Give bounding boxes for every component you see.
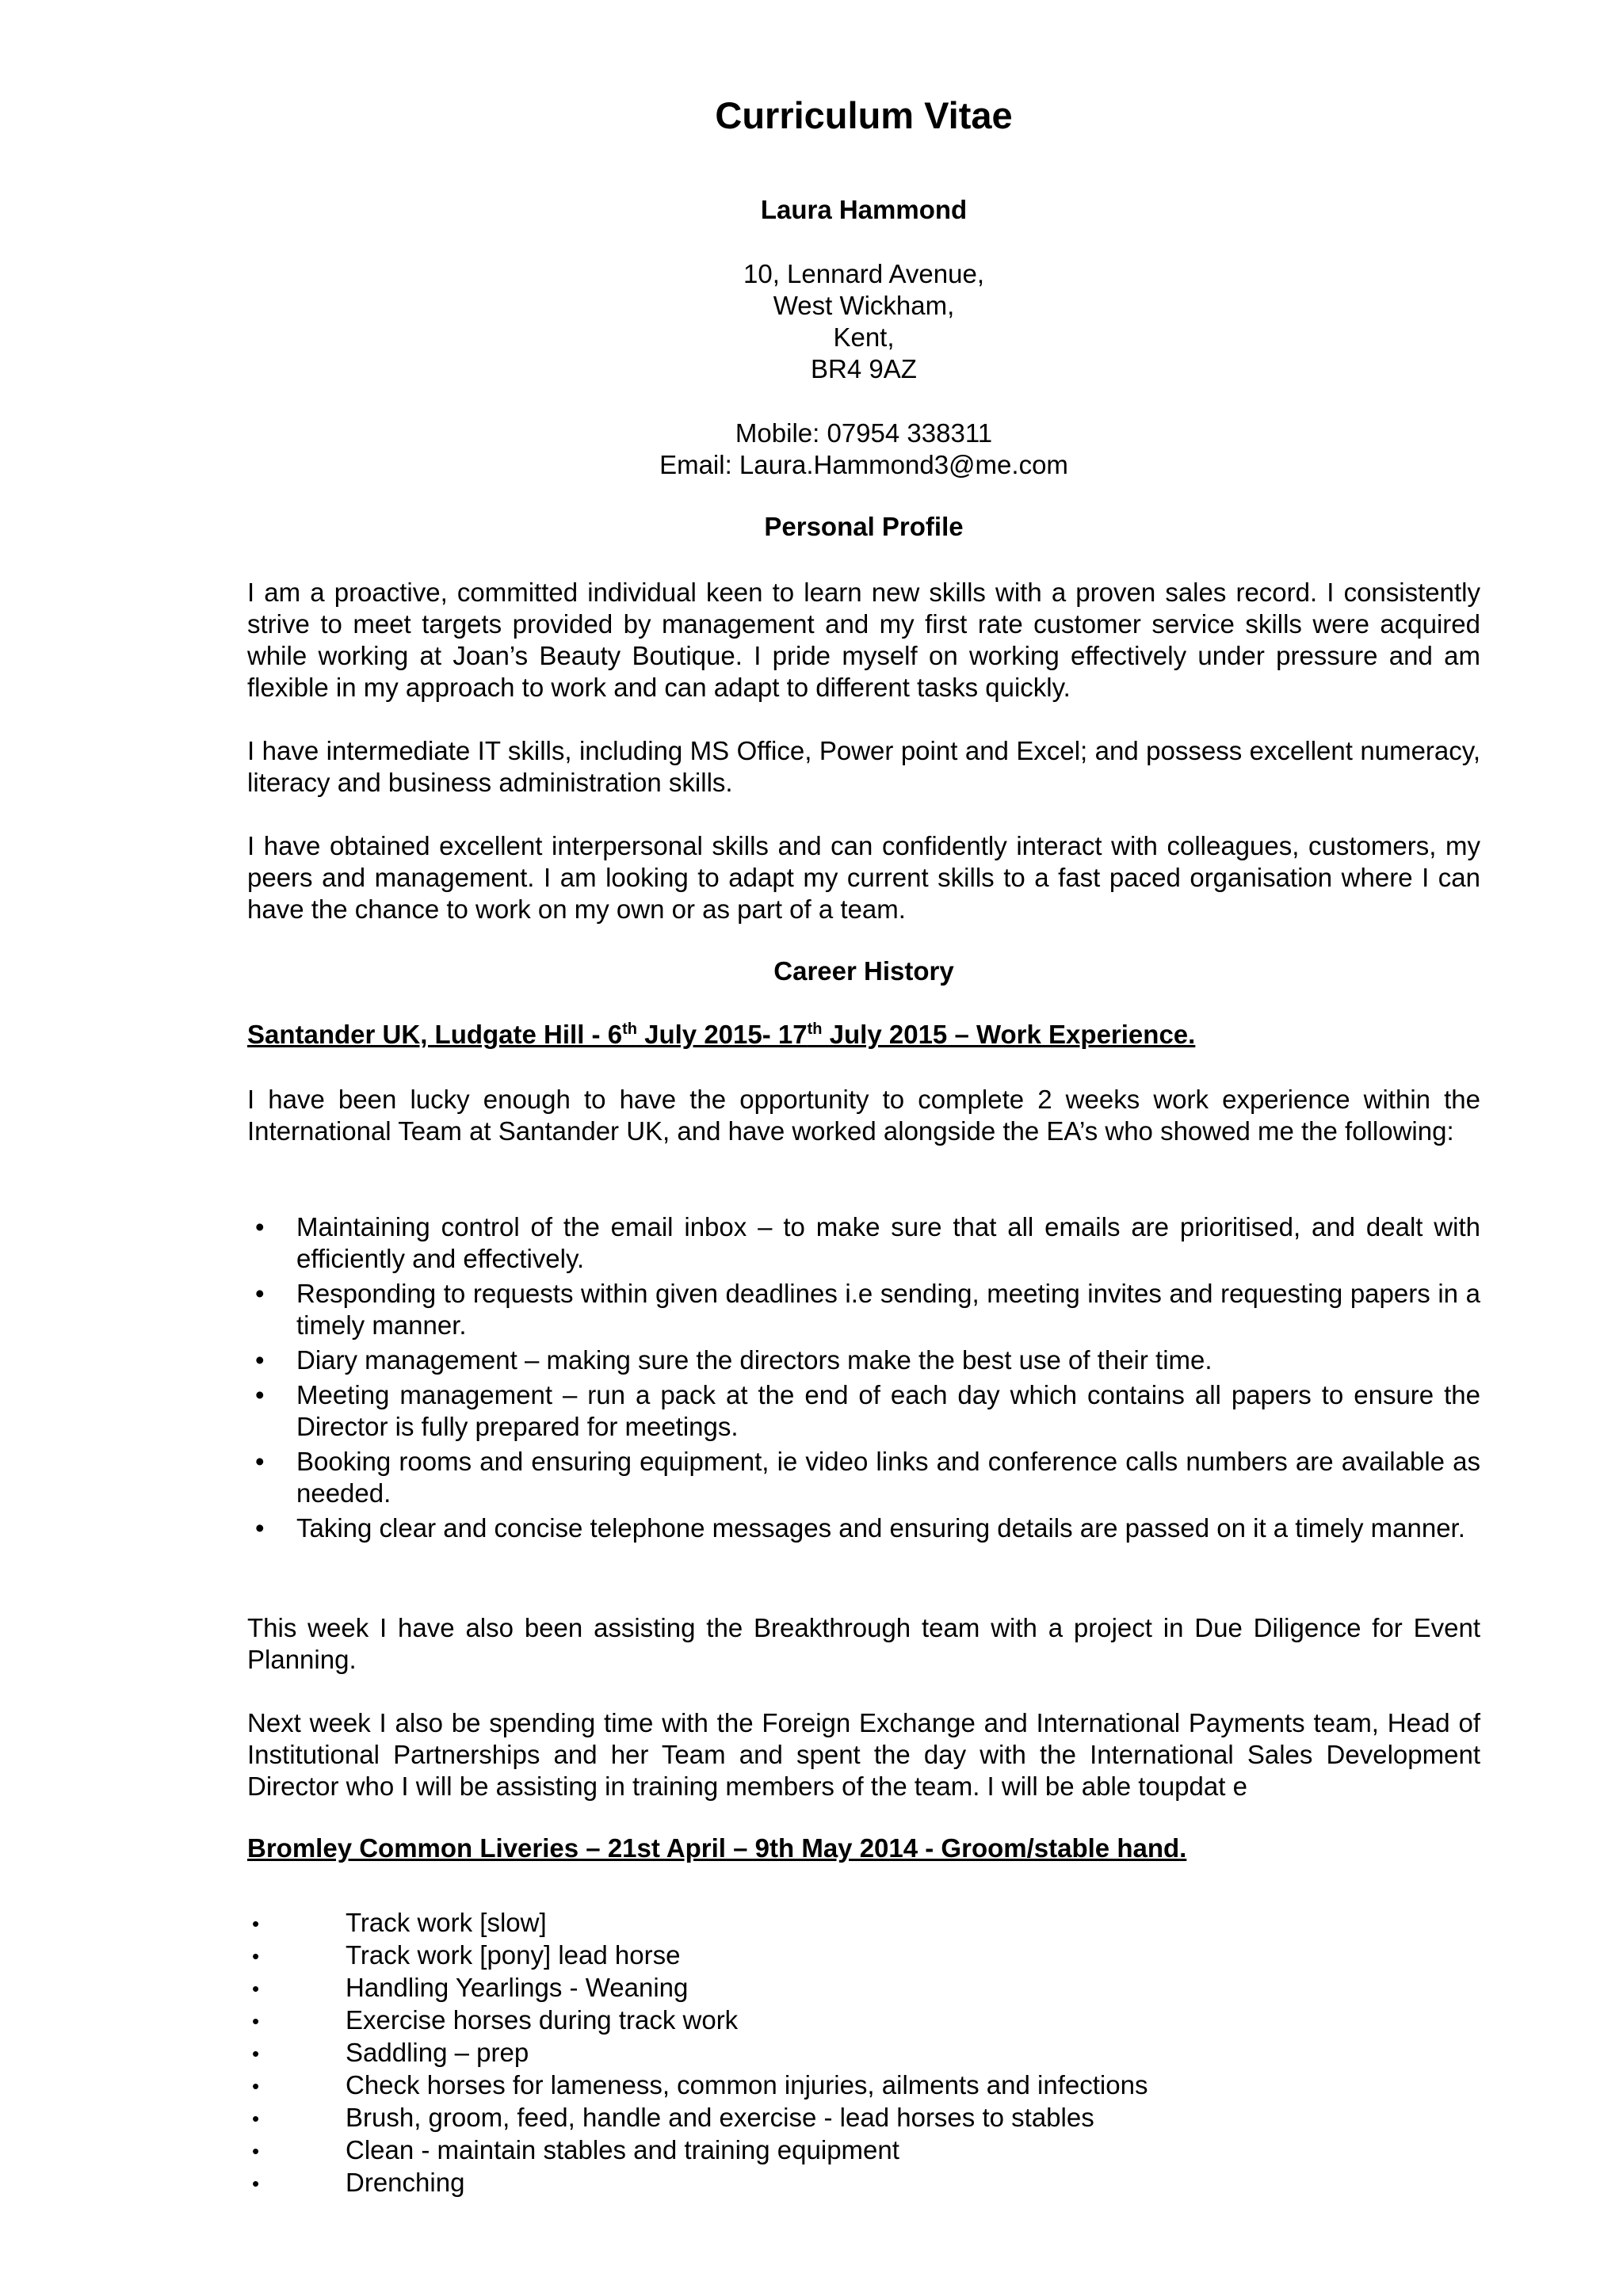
list-item: • Drenching: [252, 2168, 465, 2197]
profile-paragraph: I have intermediate IT skills, including MS Office, Power point and Excel; and possess excellent numeracy, literacy and business administration skills.: [247, 736, 1480, 797]
address-line: Kent,: [833, 322, 895, 352]
personal-profile-heading: Personal Profile: [764, 512, 964, 541]
profile-paragraph: I have obtained excellent interpersonal skills and can confidently interact with colleagues, customers, my peers and management. I am looking to adapt my current skills to a fast paced organisation where I can have the chance to work on my own or as part of a team.: [247, 831, 1480, 924]
job-paragraph: This week I have also been assisting the Breakthrough team with a project in Due Diligence for Event Planning.: [247, 1613, 1480, 1674]
list-item: • Maintaining control of the email inbox – to make sure that all emails are prioritised, and dealt with efficiently and effectively.: [255, 1212, 1480, 1273]
list-item: • Booking rooms and ensuring equipment, ie video links and conference calls numbers are available as needed.: [255, 1447, 1480, 1508]
list-item: • Brush, groom, feed, handle and exercise - lead horses to stables: [252, 2103, 1094, 2132]
email-address: Email: Laura.Hammond3@me.com: [659, 450, 1068, 479]
list-item: • Meeting management – run a pack at the end of each day which contains all papers to ensure the Director is fully prepared for meetings.: [255, 1380, 1480, 1441]
career-history-heading: Career History: [773, 956, 954, 986]
job-intro-paragraph: I have been lucky enough to have the opportunity to complete 2 weeks work experience within the International Team at Santander UK, and have worked alongside the EA’s who showed me the following:: [247, 1085, 1480, 1146]
contact-block: [0, 418, 1623, 481]
address-block: [0, 258, 1623, 385]
list-item: • Track work [pony] lead horse: [252, 1940, 681, 1970]
job-paragraph: Next week I also be spending time with the Foreign Exchange and International Payments team, Head of Institutional Partnerships and her Team and spent the day with the International Sales Development Director who I will be assisting in training members of the team. I will be able toupdat e: [247, 1708, 1480, 1801]
list-item: • Diary management – making sure the directors make the best use of their time.: [255, 1345, 1212, 1375]
address-line: 10, Lennard Avenue,: [743, 259, 984, 288]
address-line: West Wickham,: [773, 291, 955, 320]
profile-paragraph: I am a proactive, committed individual keen to learn new skills with a proven sales record. I consistently strive to meet targets provided by management and my first rate customer service skills were acquired while working at Joan’s Beauty Boutique. I pride myself on working effectively under pressure and am flexible in my approach to work and can adapt to different tasks quickly.: [247, 578, 1480, 702]
santander-duties-list: [247, 1211, 1480, 1547]
mobile-number: Mobile: 07954 338311: [735, 418, 993, 448]
list-item: • Responding to requests within given deadlines i.e sending, meeting invites and requesting papers in a timely manner.: [255, 1279, 1480, 1340]
candidate-name: Laura Hammond: [760, 195, 968, 224]
list-item: • Track work [slow]: [252, 1908, 547, 1937]
list-item: • Clean - maintain stables and training equipment: [252, 2135, 899, 2164]
job-title-bromley: Bromley Common Liveries – 21st April – 9th May 2014 - Groom/stable hand.: [247, 1833, 1187, 1863]
list-item: • Handling Yearlings - Weaning: [252, 1973, 689, 2002]
address-line: BR4 9AZ: [811, 354, 917, 383]
document-title: Curriculum Vitae: [715, 94, 1013, 136]
list-item: • Saddling – prep: [252, 2038, 529, 2067]
bromley-duties-list: [247, 1906, 1480, 2199]
list-item: • Taking clear and concise telephone messages and ensuring details are passed on it a timely manner.: [255, 1513, 1465, 1543]
list-item: • Check horses for lameness, common injuries, ailments and infections: [252, 2070, 1148, 2100]
job-title-santander: Santander UK, Ludgate Hill - 6th July 2015- 17th July 2015 – Work Experience.: [247, 1020, 1196, 1049]
list-item: • Exercise horses during track work: [252, 2005, 739, 2035]
